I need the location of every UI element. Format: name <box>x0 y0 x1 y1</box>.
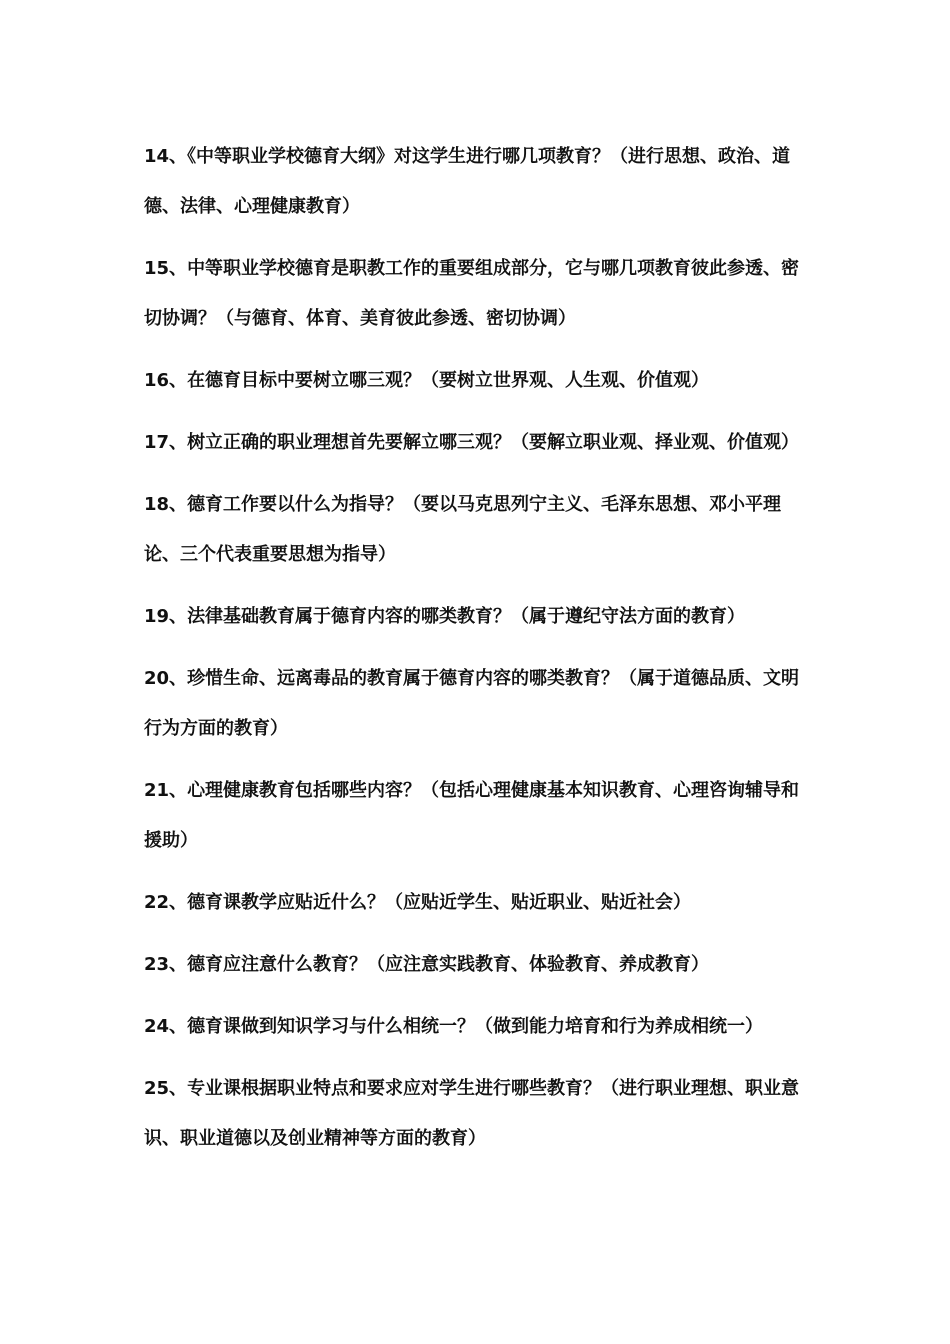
list-item <box>144 766 806 866</box>
question-text: 在德育目标中要树立哪三观？（要树立世界观、人生观、价值观） <box>187 370 710 391</box>
list-item <box>144 1002 806 1052</box>
question-text: 珍惜生命、远离毒品的教育属于德育内容的哪类教育？（属于道德品质、文明行为方面的教育） <box>144 668 800 739</box>
question-answer-list <box>144 132 806 1176</box>
question-text: 树立正确的职业理想首先要解立哪三观？（要解立职业观、择业观、价值观） <box>187 432 800 453</box>
list-item <box>144 654 806 754</box>
question-text: 德育课教学应贴近什么？（应贴近学生、贴近职业、贴近社会） <box>187 892 692 913</box>
question-number: 21、 <box>144 780 188 801</box>
question-number: 24、 <box>144 1016 188 1037</box>
question-number: 23、 <box>144 954 188 975</box>
list-item <box>144 418 806 468</box>
list-item <box>144 592 806 642</box>
list-item <box>144 132 806 232</box>
list-item <box>144 1064 806 1164</box>
question-text: 心理健康教育包括哪些内容？（包括心理健康基本知识教育、心理咨询辅导和援助） <box>144 780 800 851</box>
list-item <box>144 480 806 580</box>
question-number: 22、 <box>144 892 188 913</box>
question-text: 德育课做到知识学习与什么相统一？（做到能力培育和行为养成相统一） <box>187 1016 764 1037</box>
question-text: 德育工作要以什么为指导？（要以马克思列宁主义、毛泽东思想、邓小平理论、三个代表重要思想为指导） <box>144 494 782 565</box>
question-number: 19、 <box>144 606 188 627</box>
question-text: 法律基础教育属于德育内容的哪类教育？（属于遵纪守法方面的教育） <box>187 606 746 627</box>
question-text: 德育应注意什么教育？（应注意实践教育、体验教育、养成教育） <box>187 954 710 975</box>
question-number: 18、 <box>144 494 188 515</box>
question-number: 16、 <box>144 370 188 391</box>
list-item <box>144 878 806 928</box>
question-number: 17、 <box>144 432 188 453</box>
list-item <box>144 244 806 344</box>
question-text: 《中等职业学校德育大纲》对这学生进行哪几项教育？（进行思想、政治、道德、法律、心理健康教育） <box>144 146 791 217</box>
question-number: 20、 <box>144 668 188 689</box>
question-number: 15、 <box>144 258 188 279</box>
list-item <box>144 940 806 990</box>
question-text: 专业课根据职业特点和要求应对学生进行哪些教育？（进行职业理想、职业意识、职业道德以及创业精神等方面的教育） <box>144 1078 800 1149</box>
question-text: 中等职业学校德育是职教工作的重要组成部分，它与哪几项教育彼此参透、密切协调？（与德育、体育、美育彼此参透、密切协调） <box>144 258 800 329</box>
question-number: 14、 <box>144 146 188 167</box>
question-number: 25、 <box>144 1078 188 1099</box>
list-item <box>144 356 806 406</box>
